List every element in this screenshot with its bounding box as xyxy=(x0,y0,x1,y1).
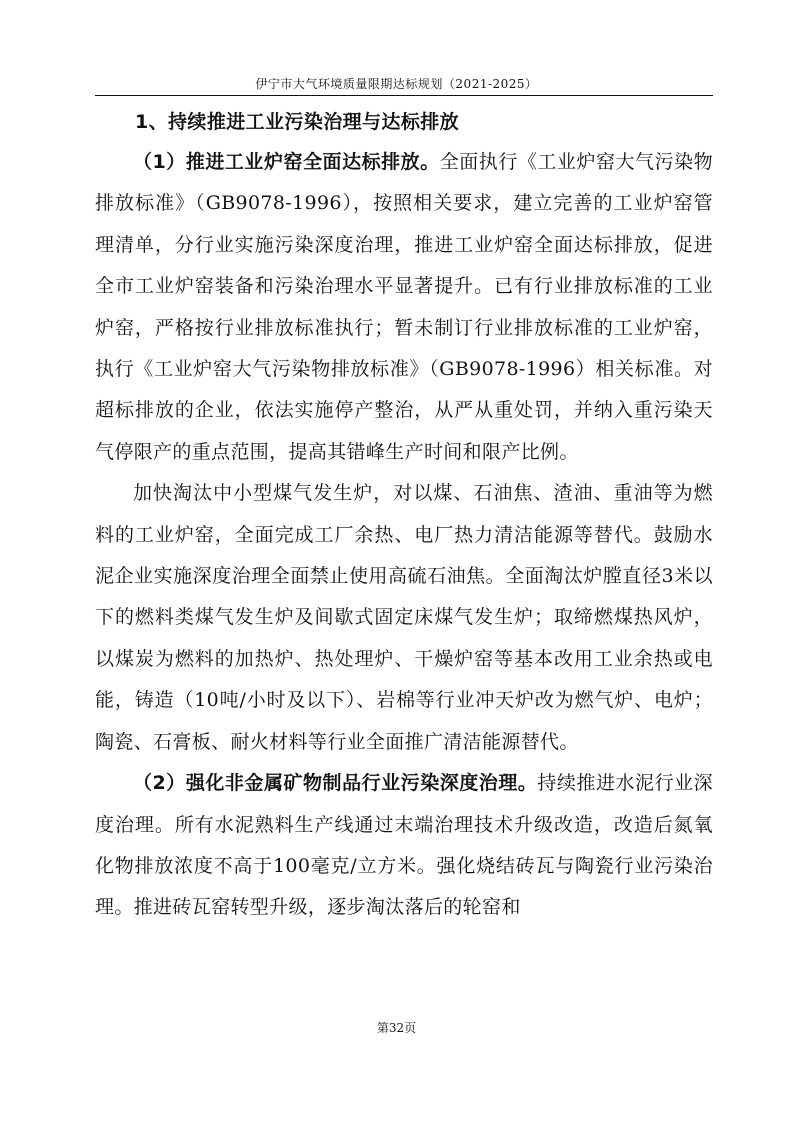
paragraph-lead-bold: （2）强化非金属矿物制品行业污染深度治理。 xyxy=(133,772,538,795)
paragraph-industrial-furnace-standards xyxy=(95,142,713,473)
running-header: 伊宁市大气环境质量限期达标规划（2021-2025） xyxy=(255,77,538,91)
paragraph-lead-bold: （1）推进工业炉窑全面达标排放。 xyxy=(133,151,440,173)
document-body xyxy=(95,102,713,929)
page-number: 第32页 xyxy=(376,1021,417,1035)
paragraph-phase-out-gas-generators xyxy=(95,473,713,763)
paragraph-nonmetallic-minerals xyxy=(95,763,713,929)
paragraph-text: 全面执行《工业炉窑大气污染物排放标准》（GB9078-1996），按照相关要求，建立完善的工业炉窑管理清单，分行业实施污染深度治理，推进工业炉窑全面达标排放，促进全市工业炉窑装备和污染治理水平显著提升。已有行业排放标准的工业炉窑，严格按行业排放标准执行；暂未制订行业排放标准的工业炉窑，执行《工业炉窑大气污染物排放标准》（GB9078-1996）相关标准。对超标排放的企业，依法实施停产整治，从严从重处罚，并纳入重污染天气停限产的重点范围，提高其错峰生产时间和限产比例。 xyxy=(95,151,713,463)
header-divider xyxy=(95,95,713,96)
paragraph-text: 加快淘汰中小型煤气发生炉，对以煤、石油焦、渣油、重油等为燃料的工业炉窑，全面完成工厂余热、电厂热力清洁能源等替代。鼓励水泥企业实施深度治理全面禁止使用高硫石油焦。全面淘汰炉膛直径3米以下的燃料类煤气发生炉及间歇式固定床煤气发生炉；取缔燃煤热风炉，以煤炭为燃料的加热炉、热处理炉、干燥炉窑等基本改用工业余热或电能，铸造（10吨/小时及以下）、岩棉等行业冲天炉改为燃气炉、电炉；陶瓷、石膏板、耐火材料等行业全面推广清洁能源替代。 xyxy=(95,482,713,753)
section-heading: 1、持续推进工业污染治理与达标排放 xyxy=(135,111,460,133)
paragraph-text: 持续推进水泥行业深度治理。所有水泥熟料生产线通过末端治理技术升级改造，改造后氮氧化物排放浓度不高于100毫克/立方米。强化烧结砖瓦与陶瓷行业污染治理。推进砖瓦窑转型升级，逐步淘汰落后的轮窑和 xyxy=(95,772,713,919)
